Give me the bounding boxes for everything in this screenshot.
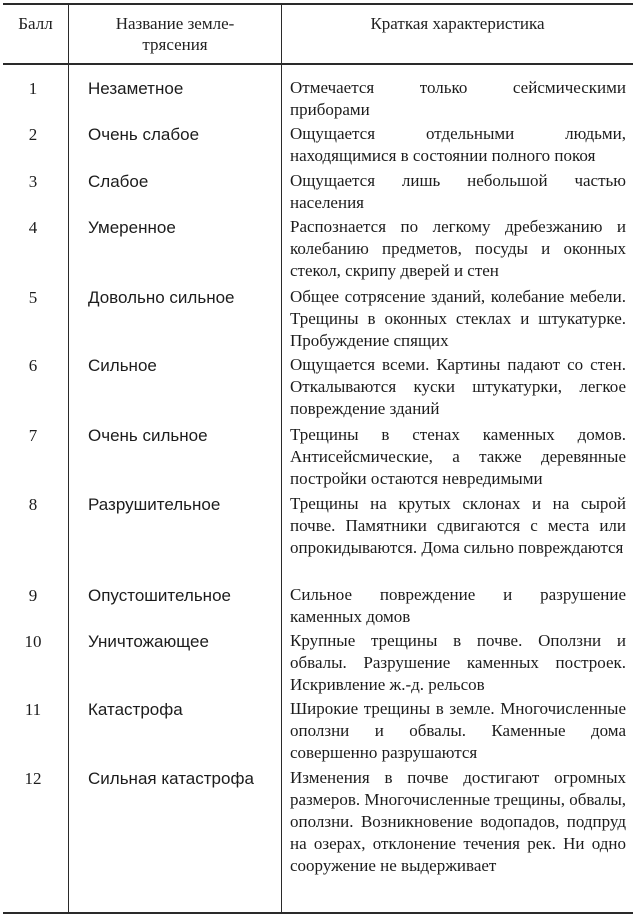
row-score: 2 — [28, 125, 38, 144]
row-score: 8 — [28, 495, 38, 514]
header-name — [69, 3, 281, 73]
row-score: 3 — [28, 172, 38, 191]
row-name: Довольно сильное — [88, 288, 235, 307]
row-name: Очень слабое — [88, 125, 200, 144]
row-description: Изменения в почве достигают огромных размеров. Многочисленные трещины, обвалы, оползни. Возникновение водопадов, подпруд на озерах, отклонение течения рек. Ни одно сооружение не выдерживает — [290, 768, 626, 875]
row-name: Катастрофа — [88, 700, 183, 719]
row-description: Ощущается всеми. Картины падают со стен. Откалываются куски штукатурки, легкое повреждение зданий — [290, 355, 626, 418]
row-name: Очень сильное — [88, 426, 208, 445]
row-name: Сильное — [88, 356, 157, 375]
row-description: Ощущается лишь небольшой частью населения — [290, 171, 626, 212]
row-name: Сильная катастрофа — [88, 769, 254, 788]
row-description: Широкие трещины в земле. Многочисленные оползни и обвалы. Каменные дома совершенно разрушаются — [290, 699, 626, 762]
row-score: 10 — [24, 632, 42, 651]
row-name: Умеренное — [88, 218, 176, 237]
row-score: 9 — [28, 586, 38, 605]
row-name: Опустошительное — [88, 586, 231, 605]
row-name: Слабое — [88, 172, 149, 191]
row-description: Трещины в стенах каменных домов. Антисейсмические, а также деревянные постройки остаются невредимыми — [290, 425, 626, 488]
row-score: 1 — [28, 79, 38, 98]
header-name-line1: Название земле- — [115, 14, 235, 33]
table-bottom-border — [3, 912, 633, 914]
header-score: Балл — [18, 14, 53, 33]
row-score: 4 — [28, 218, 38, 237]
row-description: Трещины на крутых склонах и на сырой почве. Памятники сдвигаются с места или опрокидываются. Дома сильно повреждаются — [290, 494, 626, 557]
header-name-line2: трясения — [142, 35, 208, 54]
row-description: Общее сотрясение зданий, колебание мебели. Трещины в оконных стеклах и штукатурке. Пробуждение спящих — [290, 287, 626, 350]
row-name: Разрушительное — [88, 495, 221, 514]
row-score: 12 — [24, 769, 42, 788]
row-description: Ощущается отдельными людьми, находящимися в состоянии полного покоя — [290, 124, 626, 165]
row-score: 5 — [28, 288, 38, 307]
row-description: Распознается по легкому дребезжанию и колебанию предметов, посуды и оконных стекол, скрипу дверей и стен — [290, 217, 626, 280]
row-name: Уничтожающее — [88, 632, 209, 651]
row-description: Отмечается только сейсмическими приборами — [290, 78, 626, 119]
row-score: 11 — [24, 700, 42, 719]
header-description: Краткая характеристика — [370, 14, 545, 33]
column-divider-score — [68, 3, 69, 913]
row-score: 6 — [28, 356, 38, 375]
row-description: Крупные трещины в почве. Оползни и обвалы. Разрушение каменных построек. Искривление ж.-д. рельсов — [290, 631, 626, 694]
row-score: 7 — [28, 426, 38, 445]
column-divider-name — [281, 3, 282, 913]
row-name: Незаметное — [88, 79, 184, 98]
earthquake-intensity-table — [3, 3, 633, 913]
row-description: Сильное повреждение и разрушение каменных домов — [290, 585, 626, 626]
